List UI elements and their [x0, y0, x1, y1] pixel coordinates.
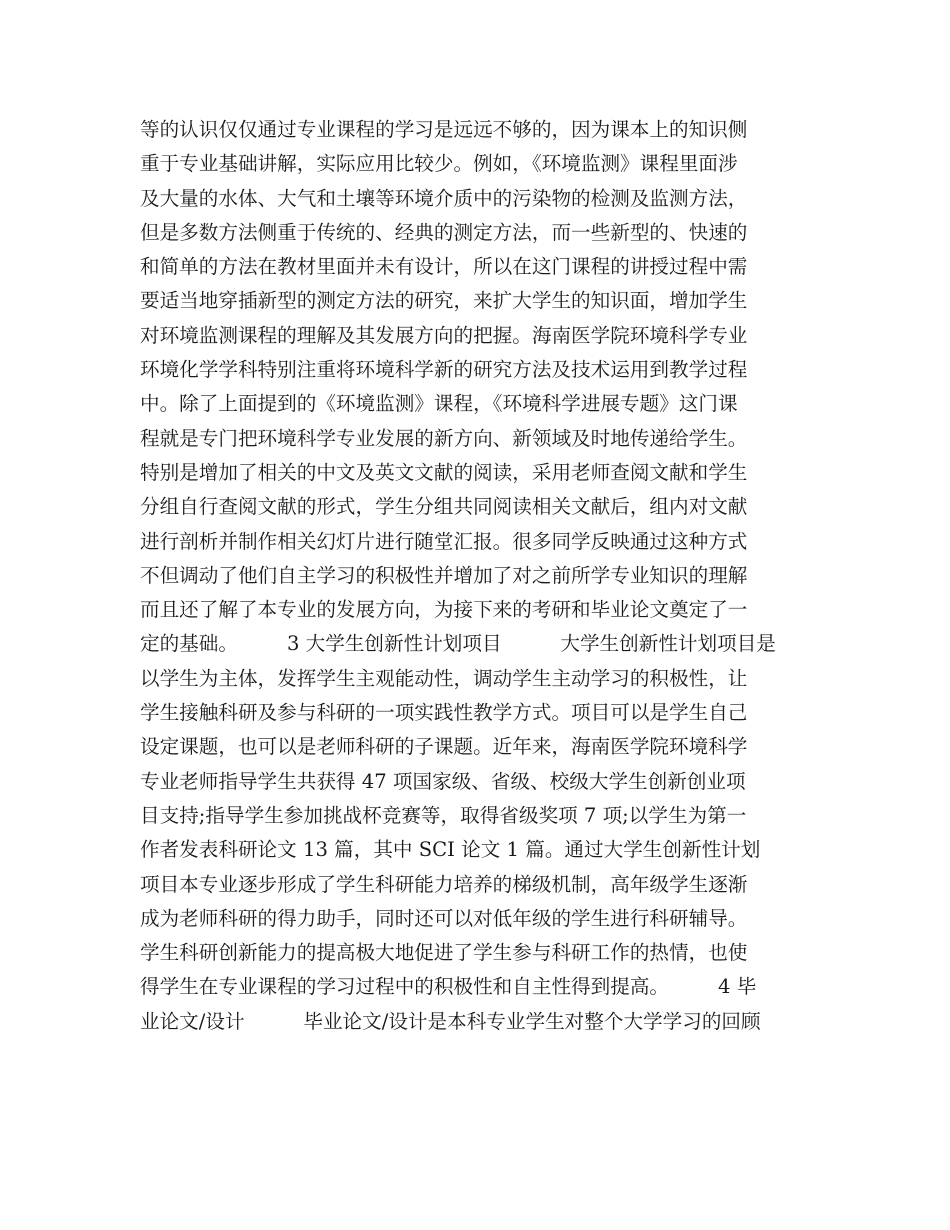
text-line: 而且还了解了本专业的发展方向，为接下来的考研和毕业论文奠定了一	[140, 598, 748, 622]
text-line: 分组自行查阅文献的形式，学生分组共同阅读相关文献后，组内对文献	[140, 495, 748, 519]
text-line: 项目本专业逐步形成了学生科研能力培养的梯级机制，高年级学生逐渐	[140, 872, 748, 896]
text-line: 业论文/设计 毕业论文/设计是本科专业学生对整个大学学习的回顾	[140, 1009, 761, 1033]
text-line: 及大量的水体、大气和土壤等环境介质中的污染物的检测及监测方法，	[140, 186, 748, 210]
text-line: 得学生在专业课程的学习过程中的积极性和自主性得到提高。 4 毕	[140, 975, 757, 999]
text-line: 重于专业基础讲解，实际应用比较少。例如，《环境监测》课程里面涉	[140, 152, 738, 176]
text-line: 进行剖析并制作相关幻灯片进行随堂汇报。很多同学反映通过这种方式	[140, 529, 748, 553]
text-line: 和简单的方法在教材里面并未有设计，所以在这门课程的讲授过程中需	[140, 255, 748, 279]
text-line: 专业老师指导学生共获得 47 项国家级、省级、校级大学生创新创业项	[140, 769, 746, 793]
text-line: 对环境监测课程的理解及其发展方向的把握。海南医学院环境科学专业	[140, 323, 748, 347]
text-line: 不但调动了他们自主学习的积极性并增加了对之前所学专业知识的理解	[140, 563, 748, 587]
text-line: 学生接触科研及参与科研的一项实践性教学方式。项目可以是学生自己	[140, 701, 748, 725]
text-line: 中。除了上面提到的《环境监测》课程，《环境科学进展专题》这门课	[140, 392, 738, 416]
text-line: 学生科研创新能力的提高极大地促进了学生参与科研工作的热情，也使	[140, 941, 748, 965]
body-text	[140, 113, 820, 1039]
text-line: 定的基础。 3 大学生创新性计划项目 大学生创新性计划项目是	[140, 632, 776, 656]
text-line: 以学生为主体，发挥学生主观能动性，调动学生主动学习的积极性，让	[140, 666, 748, 690]
text-line: 特别是增加了相关的中文及英文文献的阅读，采用老师查阅文献和学生	[140, 460, 748, 484]
text-line: 目支持;指导学生参加挑战杯竞赛等，取得省级奖项 7 项;以学生为第一	[140, 803, 747, 827]
text-line: 环境化学学科特别注重将环境科学新的研究方法及技术运用到教学过程	[140, 358, 748, 382]
text-line: 等的认识仅仅通过专业课程的学习是远远不够的，因为课本上的知识侧	[140, 118, 748, 141]
text-line: 要适当地穿插新型的测定方法的研究，来扩大学生的知识面，增加学生	[140, 289, 748, 313]
text-line: 设定课题，也可以是老师科研的子课题。近年来，海南医学院环境科学	[140, 735, 748, 759]
text-line: 成为老师科研的得力助手，同时还可以对低年级的学生进行科研辅导。	[140, 906, 748, 930]
text-line: 作者发表科研论文 13 篇，其中 SCI 论文 1 篇。通过大学生创新性计划	[140, 838, 761, 862]
text-line: 程就是专门把环境科学专业发展的新方向、新领域及时地传递给学生。	[140, 426, 748, 450]
text-line: 但是多数方法侧重于传统的、经典的测定方法，而一些新型的、快速的	[140, 220, 748, 244]
